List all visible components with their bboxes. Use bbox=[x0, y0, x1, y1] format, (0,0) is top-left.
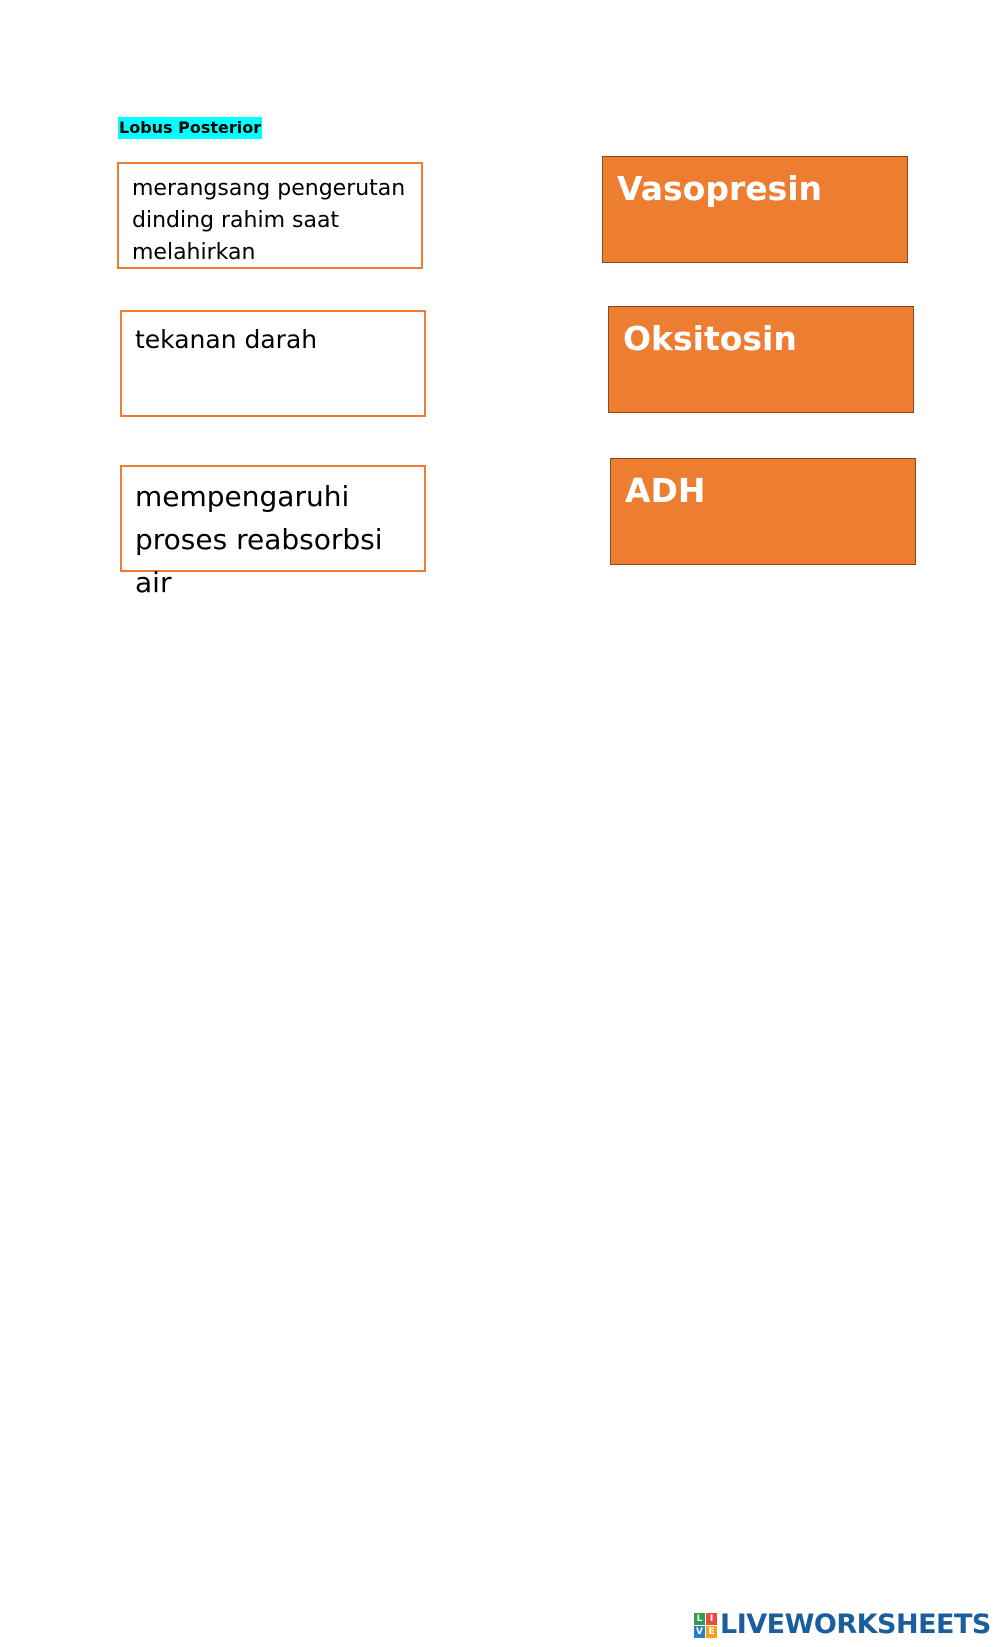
description-line: merangsang pengerutan bbox=[132, 176, 406, 201]
answer-tile-adh[interactable]: ADH bbox=[610, 458, 916, 565]
description-line: melahirkan bbox=[132, 240, 256, 265]
logo-letter-l: L bbox=[694, 1613, 705, 1625]
logo-letter-i: I bbox=[706, 1613, 717, 1625]
liveworksheets-logo-text: LIVEWORKSHEETS bbox=[720, 1609, 991, 1640]
description-line: dinding rahim saat bbox=[132, 208, 340, 233]
answer-tile-vasopresin[interactable]: Vasopresin bbox=[602, 156, 908, 263]
logo-letter-v: V bbox=[694, 1626, 705, 1638]
description-box-blood-pressure[interactable] bbox=[120, 310, 426, 417]
description-box-contraction[interactable] bbox=[117, 162, 423, 269]
description-line: tekanan darah bbox=[135, 325, 318, 354]
logo-letter-e: E bbox=[706, 1626, 717, 1638]
page-title: Lobus Posterior bbox=[119, 118, 262, 137]
answer-tile-oksitosin[interactable]: Oksitosin bbox=[608, 306, 914, 413]
liveworksheets-logo bbox=[694, 1609, 991, 1641]
liveworksheets-logo-icon bbox=[694, 1613, 717, 1638]
description-line: mempengaruhi bbox=[135, 480, 350, 513]
description-line: proses reabsorbsi air bbox=[135, 523, 383, 599]
description-box-water-reabsorption[interactable] bbox=[120, 465, 426, 599]
